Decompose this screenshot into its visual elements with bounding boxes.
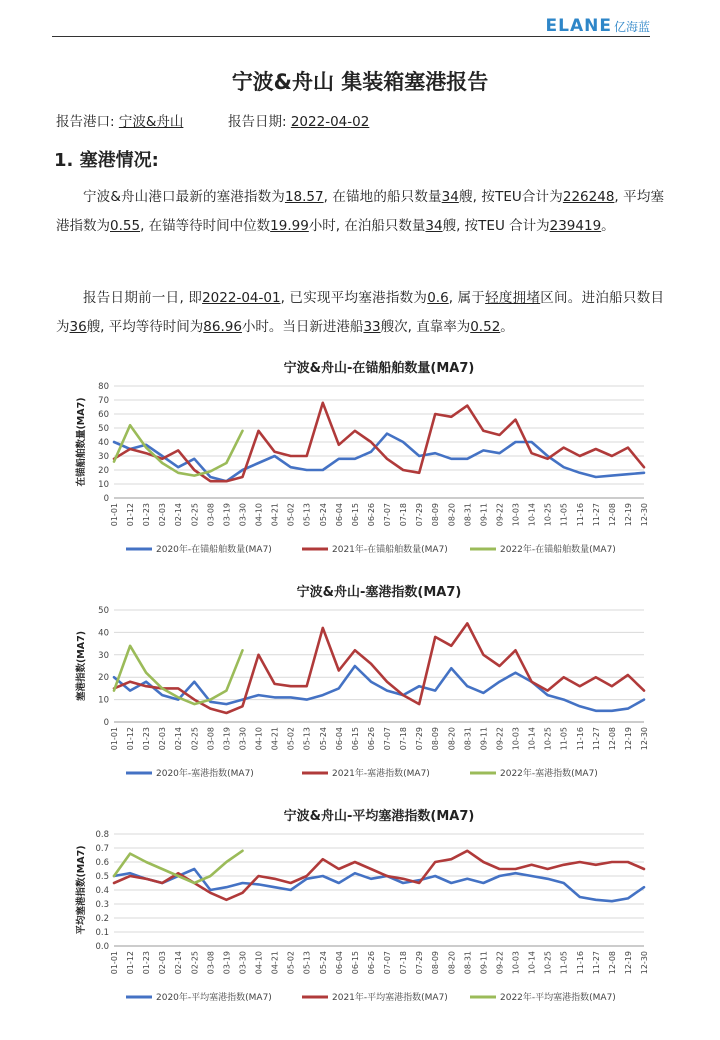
legend-entry: 2022年-平均塞港指数(MA7) [500, 993, 616, 1003]
legend-entry: 2020年-在锚船舶数量(MA7) [156, 545, 272, 555]
x-tick-label: 11-27 [591, 951, 601, 975]
x-tick-label: 06-26 [366, 727, 376, 751]
x-tick-label: 05-13 [302, 727, 312, 751]
congestion-index-chart-svg [70, 580, 650, 792]
y-tick-label: 10 [98, 695, 109, 706]
x-tick-label: 05-24 [318, 503, 328, 527]
x-tick-label: 02-03 [158, 951, 168, 975]
x-tick-label: 11-05 [559, 951, 569, 975]
x-tick-label: 05-02 [286, 727, 296, 751]
date-label: 报告日期: [227, 114, 287, 130]
x-tick-label: 10-03 [511, 503, 521, 527]
x-tick-label: 01-23 [142, 951, 152, 975]
y-axis-label: 平均塞港指数(MA7) [76, 845, 87, 935]
x-tick-label: 11-05 [559, 727, 569, 751]
x-tick-label: 08-09 [431, 503, 441, 527]
summary-paragraph-2: 报告日期前一日, 即2022-04-01, 已实现平均塞港指数为0.6, 属于轻度拥堵区间。进泊船只数目为36艘, 平均等待时间为86.96小时。当日新进港船33艘次, 直靠率为0.52。 [56, 290, 664, 335]
x-tick-label: 09-11 [479, 503, 489, 527]
date-value: 2022-04-02 [290, 114, 370, 130]
x-tick-label: 07-29 [415, 951, 425, 975]
congestion-index-value: 18.57 [284, 189, 324, 205]
x-tick-label: 05-24 [318, 951, 328, 975]
y-tick-label: 40 [98, 628, 109, 639]
x-tick-label: 01-12 [126, 951, 136, 975]
legend-entry: 2021年-在锚船舶数量(MA7) [332, 545, 448, 555]
avg-congestion-index: 0.55 [110, 218, 141, 234]
x-tick-label: 02-25 [190, 727, 200, 751]
x-tick-label: 06-04 [334, 503, 344, 527]
x-tick-label: 03-19 [222, 951, 232, 975]
x-tick-label: 03-30 [238, 727, 248, 751]
header-divider [52, 36, 650, 37]
x-tick-label: 03-30 [238, 503, 248, 527]
x-tick-label: 03-08 [206, 727, 216, 751]
x-tick-label: 07-18 [399, 951, 409, 975]
x-tick-label: 02-25 [190, 503, 200, 527]
direct-berthing-rate: 0.52 [470, 319, 501, 335]
avg-congestion-index-chart [70, 804, 650, 1016]
berthed-ship-count: 36 [69, 319, 87, 335]
x-tick-label: 10-25 [543, 503, 553, 527]
x-tick-label: 11-27 [591, 503, 601, 527]
avg-congestion-index-chart-svg [70, 804, 650, 1016]
median-wait-hours: 19.99 [270, 218, 309, 234]
congestion-level: 轻度拥堵 [485, 290, 541, 306]
x-tick-label: 02-14 [174, 951, 184, 975]
section-heading: 1. 塞港情况: [54, 150, 159, 171]
anchor-teu-total: 226248 [562, 189, 615, 205]
y-tick-label: 50 [98, 424, 109, 434]
y-axis-label: 塞港指数(MA7) [76, 630, 87, 702]
legend-entry: 2022年-塞港指数(MA7) [500, 769, 598, 779]
x-tick-label: 12-19 [623, 503, 633, 527]
x-tick-label: 01-12 [126, 503, 136, 527]
y-tick-label: 20 [98, 466, 109, 476]
legend-entry: 2020年-平均塞港指数(MA7) [156, 993, 272, 1003]
x-tick-label: 10-14 [527, 951, 537, 975]
y-tick-label: 0.4 [95, 886, 109, 896]
x-tick-label: 07-29 [415, 503, 425, 527]
x-tick-label: 07-07 [383, 503, 393, 527]
y-tick-label: 60 [98, 410, 109, 420]
x-tick-label: 12-30 [640, 951, 649, 975]
x-tick-label: 01-01 [110, 951, 119, 975]
y-tick-label: 0 [103, 494, 109, 504]
series-line-2 [114, 851, 644, 900]
x-tick-label: 11-16 [575, 503, 585, 527]
x-tick-label: 02-25 [190, 951, 200, 975]
new-arrivals-count: 33 [363, 319, 381, 335]
chart-title: 宁波&舟山-塞港指数(MA7) [296, 585, 462, 600]
x-tick-label: 08-20 [447, 503, 457, 527]
x-tick-label: 03-08 [206, 503, 216, 527]
y-tick-label: 10 [98, 480, 109, 490]
x-tick-label: 09-22 [495, 951, 505, 975]
elane-logo: ELANE 亿海蓝 [545, 16, 650, 36]
x-tick-label: 03-30 [238, 951, 248, 975]
x-tick-label: 04-10 [254, 503, 264, 527]
x-tick-label: 05-24 [318, 727, 328, 751]
anchored-ships-chart-svg [70, 356, 650, 568]
x-tick-label: 08-20 [447, 727, 457, 751]
x-tick-label: 09-22 [495, 727, 505, 751]
report-title: 宁波&舟山 集装箱塞港报告 [231, 70, 489, 94]
avg-wait-hours: 86.96 [203, 319, 242, 335]
x-tick-label: 04-21 [270, 951, 280, 975]
x-tick-label: 09-11 [479, 727, 489, 751]
x-tick-label: 04-10 [254, 727, 264, 751]
x-tick-label: 12-08 [607, 951, 617, 975]
summary-paragraph-1: 宁波&舟山港口最新的塞港指数为18.57, 在锚地的船只数量34艘, 按TEU合计为226248, 平均塞港指数为0.55, 在锚等待时间中位数19.99小时, 在泊船只数量34艘, 按TEU 合计为239419。 [56, 189, 664, 234]
x-tick-label: 07-07 [383, 951, 393, 975]
legend-entry: 2022年-在锚船舶数量(MA7) [500, 545, 616, 555]
x-tick-label: 07-18 [399, 503, 409, 527]
x-tick-label: 10-25 [543, 727, 553, 751]
x-tick-label: 02-03 [158, 503, 168, 527]
y-tick-label: 0.1 [95, 928, 109, 938]
y-tick-label: 70 [98, 396, 109, 406]
x-tick-label: 08-31 [463, 727, 473, 751]
y-tick-label: 0.7 [95, 844, 109, 854]
y-tick-label: 30 [98, 452, 109, 462]
legend-entry: 2020年-塞港指数(MA7) [156, 769, 254, 779]
x-tick-label: 08-31 [463, 951, 473, 975]
y-tick-label: 0.2 [95, 914, 109, 924]
x-tick-label: 01-23 [142, 727, 152, 751]
x-tick-label: 02-14 [174, 727, 184, 751]
legend-entry: 2021年-平均塞港指数(MA7) [332, 993, 448, 1003]
x-tick-label: 04-21 [270, 503, 280, 527]
y-tick-label: 0.5 [95, 872, 109, 882]
x-tick-label: 12-19 [623, 727, 633, 751]
x-tick-label: 07-18 [399, 727, 409, 751]
anchored-ships-chart [70, 356, 650, 568]
x-tick-label: 02-03 [158, 727, 168, 751]
anchor-ship-count: 34 [441, 189, 459, 205]
series-line-1 [114, 434, 644, 482]
y-tick-label: 0.0 [95, 942, 109, 952]
x-tick-label: 01-23 [142, 503, 152, 527]
x-tick-label: 05-02 [286, 951, 296, 975]
x-tick-label: 01-12 [126, 727, 136, 751]
x-tick-label: 06-04 [334, 951, 344, 975]
y-tick-label: 30 [98, 650, 109, 661]
x-tick-label: 12-08 [607, 503, 617, 527]
x-tick-label: 12-30 [640, 727, 649, 751]
y-tick-label: 20 [98, 673, 109, 684]
x-tick-label: 06-15 [350, 503, 360, 527]
port-value: 宁波&舟山 [118, 114, 184, 130]
y-tick-label: 50 [98, 606, 109, 616]
legend-entry: 2021年-塞港指数(MA7) [332, 769, 430, 779]
x-tick-label: 04-21 [270, 727, 280, 751]
x-tick-label: 06-26 [366, 951, 376, 975]
x-tick-label: 06-15 [350, 951, 360, 975]
x-tick-label: 12-08 [607, 727, 617, 751]
x-tick-label: 03-08 [206, 951, 216, 975]
x-tick-label: 06-15 [350, 727, 360, 751]
x-tick-label: 12-30 [640, 503, 649, 527]
x-tick-label: 03-19 [222, 727, 232, 751]
x-tick-label: 05-13 [302, 951, 312, 975]
x-tick-label: 05-02 [286, 503, 296, 527]
series-line-3 [114, 851, 243, 883]
x-tick-label: 08-09 [431, 951, 441, 975]
x-tick-label: 10-03 [511, 727, 521, 751]
x-tick-label: 10-03 [511, 951, 521, 975]
x-tick-label: 01-01 [110, 503, 119, 527]
x-tick-label: 10-25 [543, 951, 553, 975]
x-tick-label: 11-16 [575, 727, 585, 751]
x-tick-label: 09-11 [479, 951, 489, 975]
x-tick-label: 05-13 [302, 503, 312, 527]
x-tick-label: 11-05 [559, 503, 569, 527]
x-tick-label: 08-09 [431, 727, 441, 751]
x-tick-label: 08-20 [447, 951, 457, 975]
chart-title: 宁波&舟山-平均塞港指数(MA7) [283, 809, 475, 824]
berth-ship-count: 34 [425, 218, 443, 234]
x-tick-label: 12-19 [623, 951, 633, 975]
x-tick-label: 06-26 [366, 503, 376, 527]
berth-teu-total: 239419 [549, 218, 602, 234]
x-tick-label: 04-10 [254, 951, 264, 975]
y-tick-label: 0 [103, 718, 109, 728]
y-tick-label: 0.8 [95, 830, 109, 840]
y-tick-label: 80 [98, 382, 109, 392]
report-meta [56, 110, 369, 130]
x-tick-label: 09-22 [495, 503, 505, 527]
x-tick-label: 10-14 [527, 727, 537, 751]
previous-day-date: 2022-04-01 [202, 290, 281, 306]
x-tick-label: 01-01 [110, 727, 119, 751]
realized-avg-index: 0.6 [427, 290, 449, 306]
chart-title: 宁波&舟山-在锚船舶数量(MA7) [283, 361, 475, 376]
x-tick-label: 10-14 [527, 503, 537, 527]
y-tick-label: 0.6 [95, 858, 109, 868]
x-tick-label: 08-31 [463, 503, 473, 527]
y-tick-label: 40 [98, 438, 109, 448]
congestion-index-chart [70, 580, 650, 792]
x-tick-label: 11-16 [575, 951, 585, 975]
port-label: 报告港口: [56, 114, 115, 130]
y-axis-label: 在锚船舶数量(MA7) [76, 397, 87, 487]
x-tick-label: 07-07 [383, 727, 393, 751]
x-tick-label: 07-29 [415, 727, 425, 751]
x-tick-label: 11-27 [591, 727, 601, 751]
y-tick-label: 0.3 [95, 900, 109, 910]
x-tick-label: 06-04 [334, 727, 344, 751]
x-tick-label: 03-19 [222, 503, 232, 527]
x-tick-label: 02-14 [174, 503, 184, 527]
